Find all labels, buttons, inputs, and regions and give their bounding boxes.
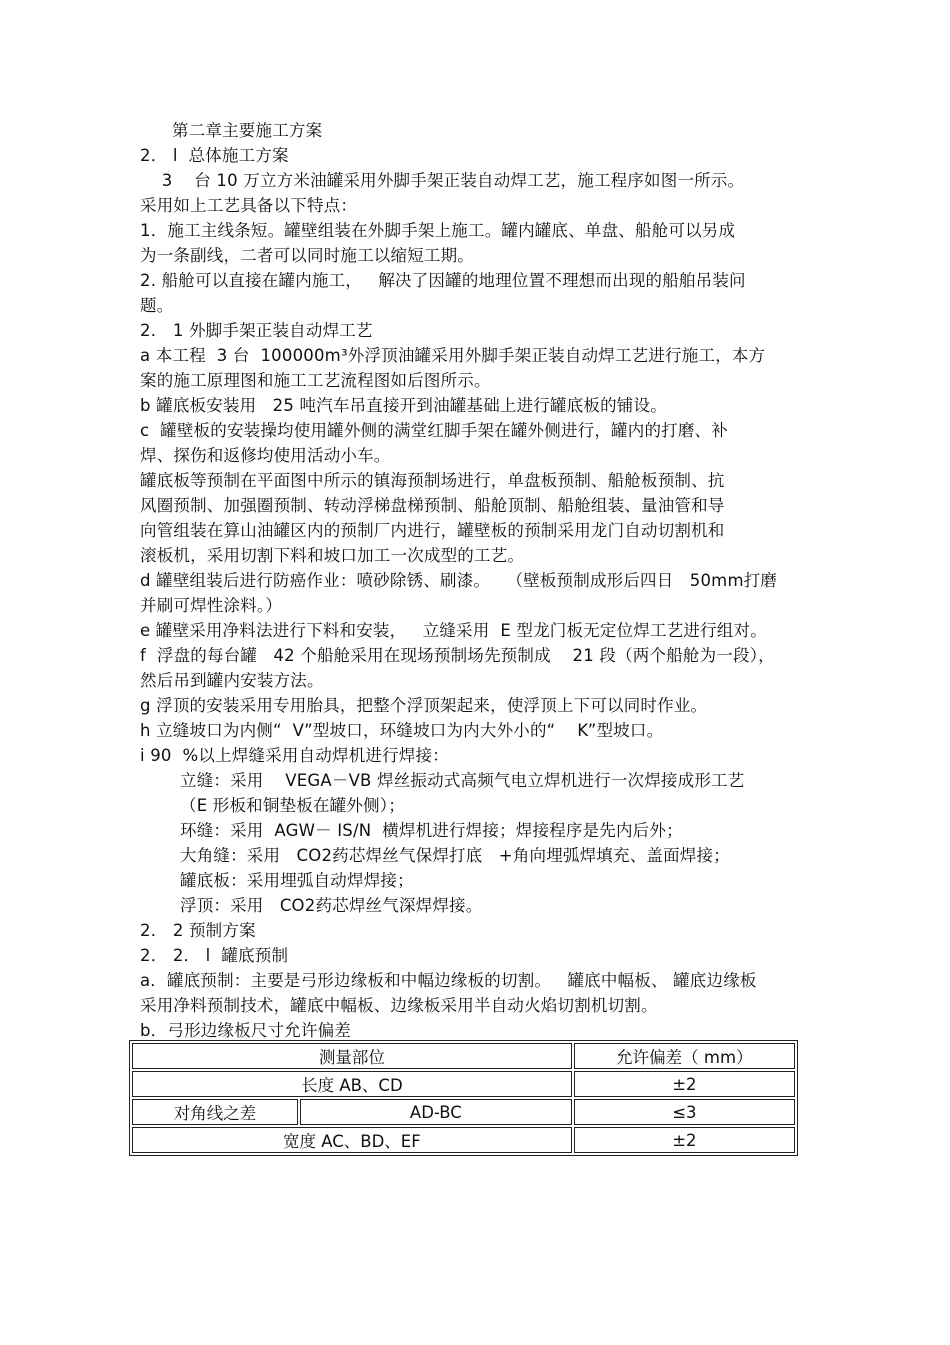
paragraph-line: a 本工程 3 台 100000m³外浮顶油罐采用外脚手架正装自动焊工艺进行施工，本方 [140,346,766,365]
table-caption: b．弓形边缘板尺寸允许偏差 [140,1021,352,1040]
welding-item: 罐底板：采用埋弧自动焊焊接； [180,871,414,890]
table-cell: ≤3 [574,1099,795,1125]
welding-item: 大角缝：采用 CO2药芯焊丝气保焊打底 +角向埋弧焊填充、盖面焊接； [180,846,730,865]
welding-item: 环缝：采用 AGW－ IS/N 横焊机进行焊接；焊接程序是先内后外； [180,821,683,840]
paragraph-line: 滚板机，采用切割下料和坡口加工一次成型的工艺。 [140,546,525,565]
paragraph-line: 1．施工主线条短。罐壁组装在外脚手架上施工。罐内罐底、单盘、船舱可以另成 [140,221,736,240]
paragraph-line: c 罐壁板的安装操均使用罐外侧的满堂红脚手架在罐外侧进行，罐内的打磨、补 [140,421,728,440]
table-cell: ±2 [574,1071,795,1097]
paragraph-line: 风圈预制、加强圈预制、转动浮梯盘梯预制、船舱顶制、船舱组装、量油管和导 [140,496,725,515]
paragraph-line: 2. 船舱可以直接在罐内施工， 解决了因罐的地理位置不理想而出现的船舶吊装问 [140,271,746,290]
paragraph-line: 题。 [140,296,174,315]
welding-item: 浮顶：采用 CO2药芯焊丝气深焊焊接。 [180,896,483,915]
section-heading: 2． l 总体施工方案 [140,146,289,165]
paragraph-line: d 罐壁组装后进行防癌作业：喷砂除锈、刷漆。 （壁板预制成形后四日 50mm打磨 [140,571,778,590]
table-row [132,1099,795,1125]
paragraph-line: i 90 %以上焊缝采用自动焊机进行焊接： [140,746,449,765]
section-heading: 2． 1 外脚手架正装自动焊工艺 [140,321,373,340]
table-header-cell: 允许偏差（ mm） [574,1043,795,1069]
paragraph-line: 向管组装在算山油罐区内的预制厂内进行，罐壁板的预制采用龙门自动切割机和 [140,521,725,540]
paragraph-line: h 立缝坡口为内侧“ V”型坡口，环缝坡口为内大外小的“ K”型坡口。 [140,721,664,740]
paragraph-line: 然后吊到罐内安装方法。 [140,671,324,690]
paragraph-line: 焊、探伤和返修均使用活动小车。 [140,446,391,465]
table-row [132,1071,795,1097]
paragraph-line: f 浮盘的每台罐 42 个船舱采用在现场预制场先预制成 21 段（两个船舱为一段）， [140,646,775,665]
paragraph-line: e 罐壁采用净料法进行下料和安装， 立缝采用 E 型龙门板无定位焊工艺进行组对。 [140,621,767,640]
paragraph-line: 3 台 10 万立方米油罐采用外脚手架正装自动焊工艺，施工程序如图一所示。 [140,171,745,190]
welding-item: 立缝：采用 VEGA－VB 焊丝振动式高频气电立焊机进行一次焊接成形工艺 [180,771,745,790]
table-cell: 长度 AB、CD [132,1071,572,1097]
chapter-title: 第二章主要施工方案 [172,121,323,140]
paragraph-line: b 罐底板安装用 25 吨汽车吊直接开到油罐基础上进行罐底板的铺设。 [140,396,667,415]
paragraph-line: 并刷可焊性涂料。） [140,596,283,615]
table-cell: 宽度 AC、BD、EF [132,1127,572,1153]
table-cell: ±2 [574,1127,795,1153]
paragraph-line: g 浮顶的安装采用专用胎具，把整个浮顶架起来，使浮顶上下可以同时作业。 [140,696,708,715]
section-heading: 2． 2 预制方案 [140,921,256,940]
table-header-row [132,1043,795,1069]
section-heading: 2． 2． l 罐底预制 [140,946,289,965]
paragraph-line: 采用净料预制技术，罐底中幅板、边缘板采用半自动火焰切割机切割。 [140,996,658,1015]
paragraph-line: 案的施工原理图和施工工艺流程图如后图所示。 [140,371,491,390]
table-cell: AD-BC [300,1099,572,1125]
paragraph-line: a．罐底预制：主要是弓形边缘板和中幅边缘板的切割。 罐底中幅板、 罐底边缘板 [140,971,757,990]
table-cell: 对角线之差 [132,1099,298,1125]
paragraph-line: 采用如上工艺具备以下特点： [140,196,358,215]
paragraph-line: 为一条副线，二者可以同时施工以缩短工期。 [140,246,474,265]
table-row [132,1127,795,1153]
tolerance-table [129,1040,798,1156]
welding-item: （E 形板和铜垫板在罐外侧）； [180,796,405,815]
table-header-cell: 测量部位 [132,1043,572,1069]
paragraph-line: 罐底板等预制在平面图中所示的镇海预制场进行，单盘板预制、船舱板预制、抗 [140,471,725,490]
